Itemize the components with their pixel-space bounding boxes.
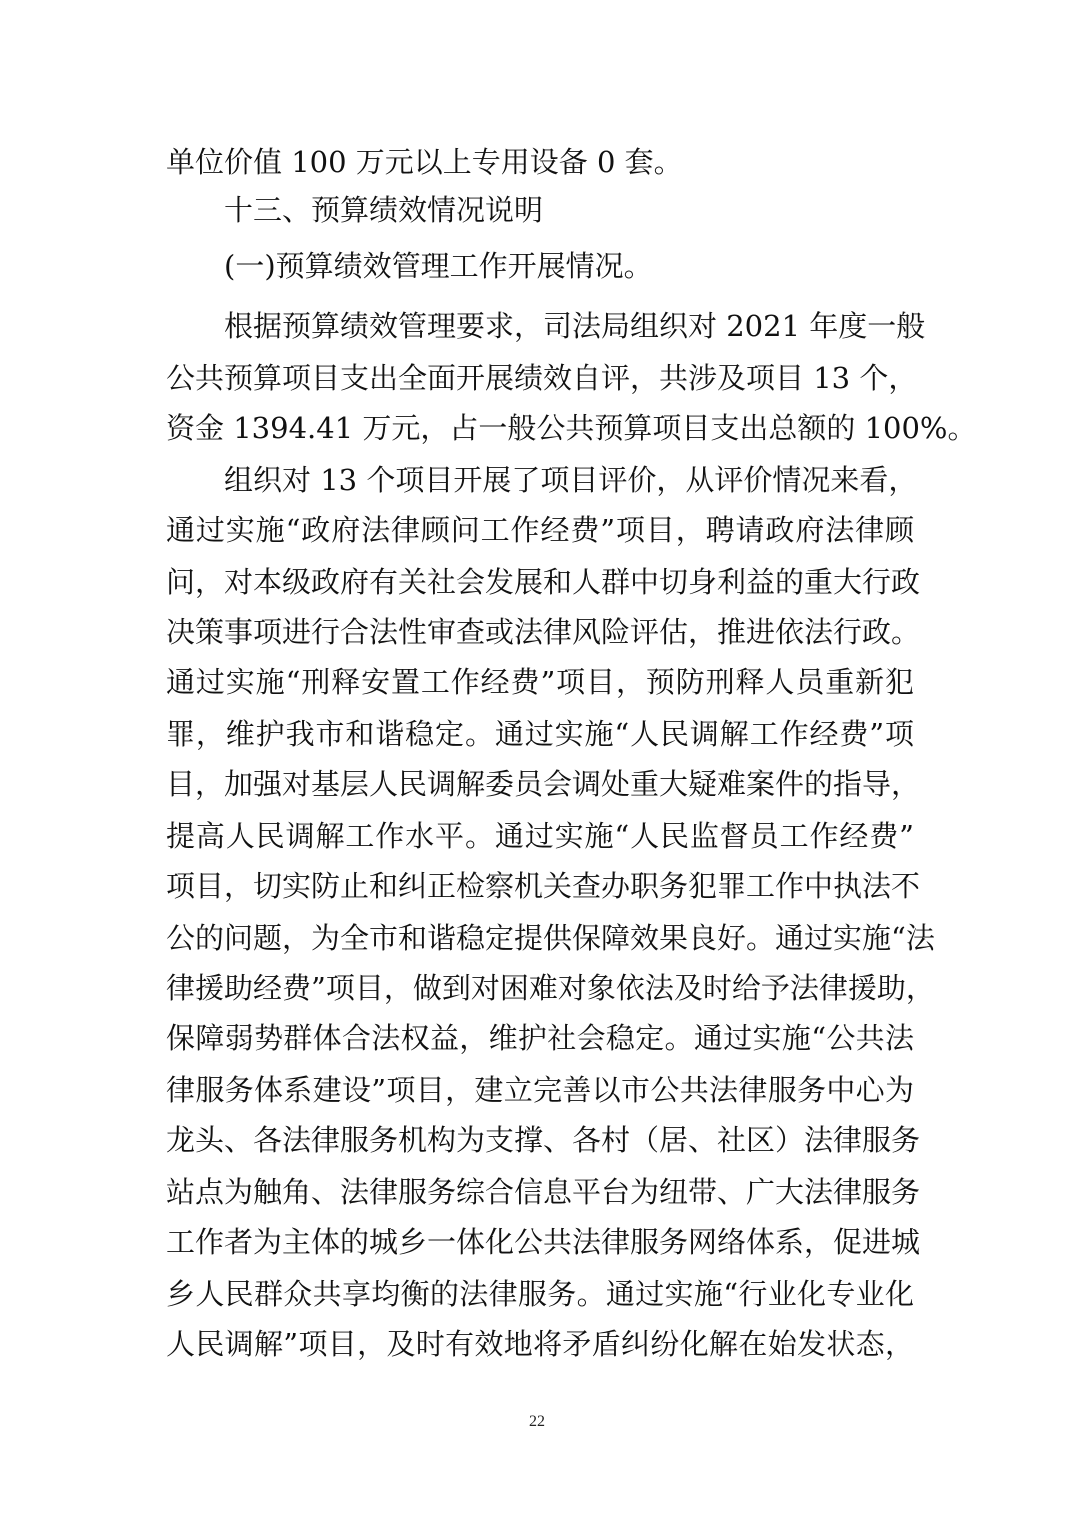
section-heading: 十三、预算绩效情况说明 [224,193,544,227]
text-line: 律服务体系建设”项目，建立完善以市公共法律服务中心为 [166,1073,914,1107]
text-line: 人民调解”项目，及时有效地将矛盾纠纷化解在始发状态， [166,1327,914,1361]
text-line: 决策事项进行合法性审查或法律风险评估，推进依法行政。 [166,615,921,649]
subsection-heading: (一)预算绩效管理工作开展情况。 [224,249,653,283]
text-line: 罪，维护我市和谐稳定。通过实施“人民调解工作经费”项 [166,717,914,751]
text-line: 通过实施“刑释安置工作经费”项目，预防刑释人员重新犯 [166,665,914,699]
text-line: 工作者为主体的城乡一体化公共法律服务网络体系，促进城 [166,1225,921,1259]
text-line: 龙头、各法律服务机构为支撑、各村（居、社区）法律服务 [166,1123,921,1157]
text-line: 公的问题，为全市和谐稳定提供保障效果良好。通过实施“法 [166,921,935,955]
page-number: 22 [529,1413,545,1430]
text-line: 站点为触角、法律服务综合信息平台为纽带、广大法律服务 [166,1175,921,1209]
text-line: 保障弱势群体合法权益，维护社会稳定。通过实施“公共法 [166,1021,914,1055]
text-line: 单位价值 100 万元以上专用设备 0 套。 [166,145,683,179]
text-line: 资金 1394.41 万元，占一般公共预算项目支出总额的 100%。 [166,411,977,445]
text-line: 乡人民群众共享均衡的法律服务。通过实施“行业化专业化 [166,1277,914,1311]
text-line: 通过实施“政府法律顾问工作经费”项目，聘请政府法律顾 [166,513,914,547]
text-line: 公共预算项目支出全面开展绩效自评，共涉及项目 13 个， [166,361,918,395]
text-line: 问，对本级政府有关社会发展和人群中切身利益的重大行政 [166,565,921,599]
text-line: 目，加强对基层人民调解委员会调处重大疑难案件的指导， [166,767,921,801]
text-line: 根据预算绩效管理要求，司法局组织对 2021 年度一般 [224,309,926,343]
text-line: 律援助经费”项目，做到对困难对象依法及时给予法律援助， [166,971,935,1005]
text-line: 项目，切实防止和纠正检察机关查办职务犯罪工作中执法不 [166,869,921,903]
text-line: 提高人民调解工作水平。通过实施“人民监督员工作经费” [166,819,914,853]
text-line: 组织对 13 个项目开展了项目评价，从评价情况来看， [224,463,918,497]
